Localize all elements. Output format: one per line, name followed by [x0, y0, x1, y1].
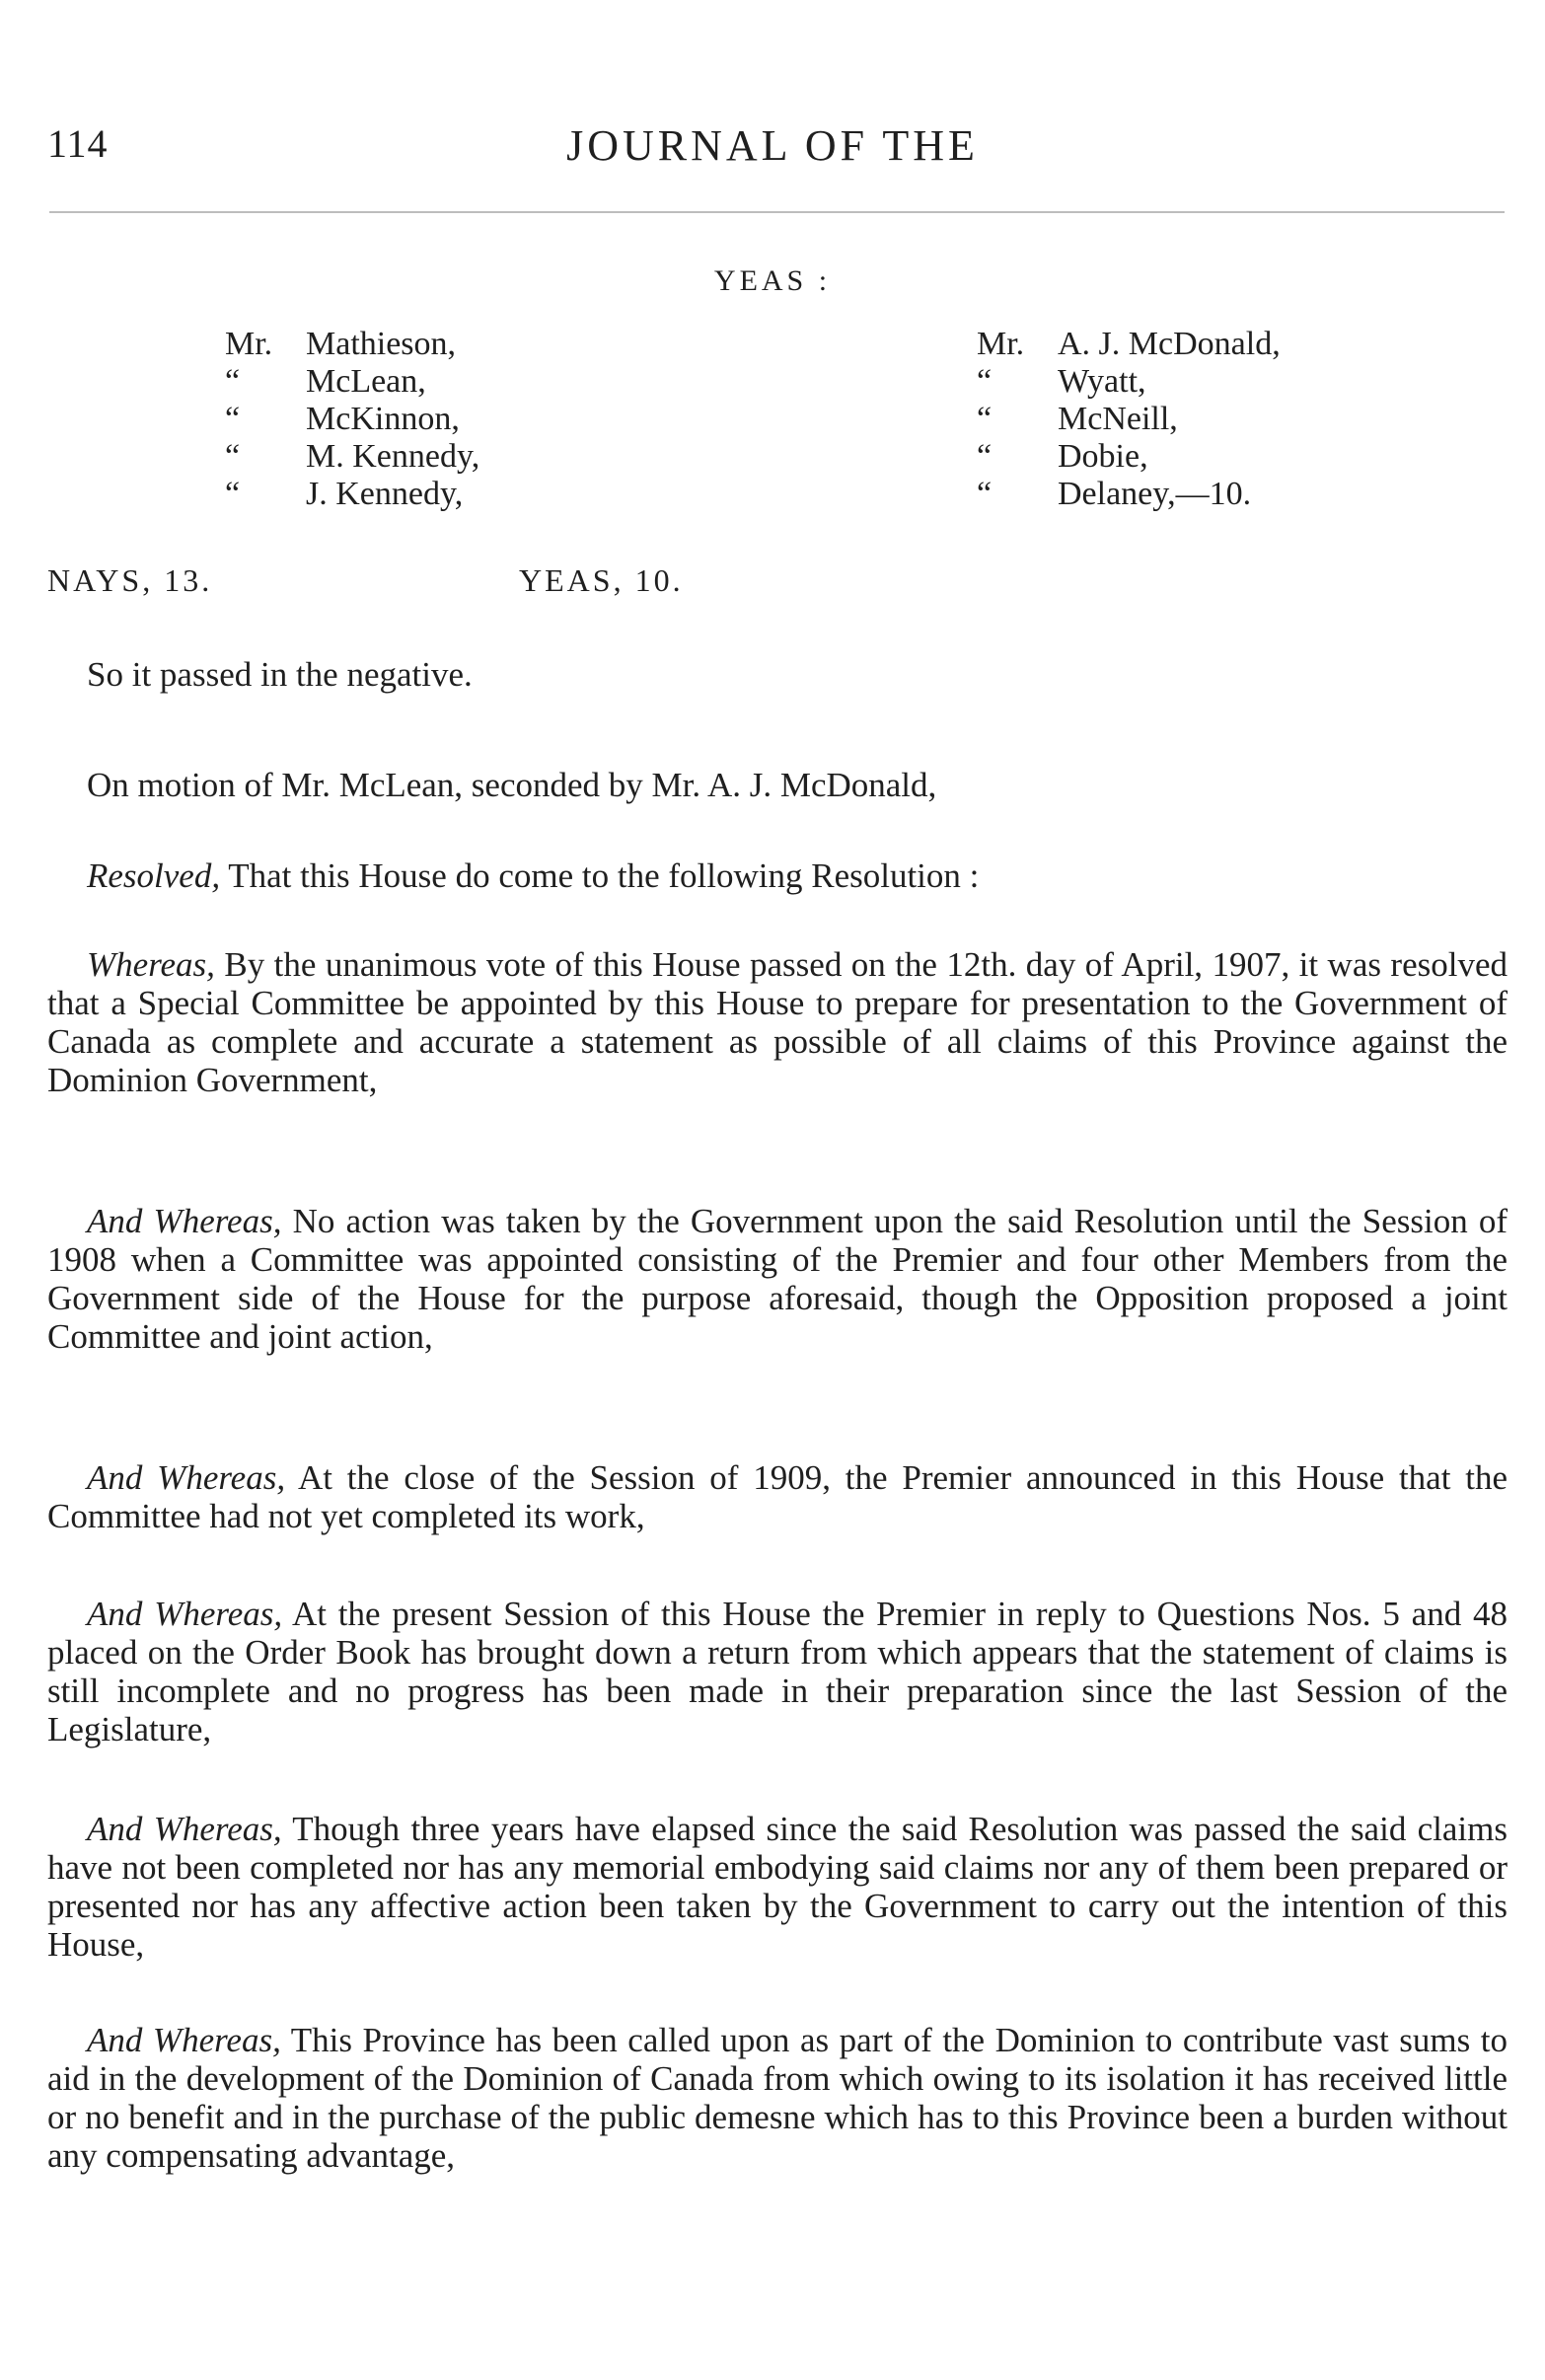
paragraph-lead: And Whereas, [87, 1202, 282, 1240]
member-name: Delaney,—10. [1058, 476, 1252, 512]
paragraph-lead: And Whereas, [87, 1595, 283, 1633]
yeas-right-column [977, 326, 1281, 513]
member-prefix: “ [977, 363, 993, 400]
member-name: Wyatt, [1058, 363, 1146, 400]
whereas-paragraph [47, 1595, 1508, 1748]
whereas-paragraph [47, 1458, 1508, 1535]
page-number: 114 [47, 121, 109, 166]
member-prefix: “ [225, 401, 241, 437]
whereas-paragraph [47, 2021, 1508, 2175]
yeas-heading: YEAS : [713, 264, 832, 297]
member-row [977, 326, 1281, 363]
whereas-paragraph [47, 945, 1508, 1099]
member-row [225, 363, 479, 401]
resolved-lead: Resolved, [87, 856, 221, 895]
member-name: McLean, [306, 363, 426, 400]
member-name: M. Kennedy, [306, 438, 480, 475]
member-name: J. Kennedy, [306, 476, 464, 512]
whereas-paragraph [47, 1202, 1508, 1356]
running-head: JOURNAL OF THE [566, 121, 979, 170]
paragraph-lead: Whereas, [87, 945, 215, 984]
yeas-tally: YEAS, 10. [519, 562, 684, 598]
member-prefix: Mr. [977, 326, 1025, 362]
member-row [225, 438, 479, 476]
paragraph-text: Though three years have elapsed since the said Resolution was passed the said claims have not been completed nor has any memorial embodying said claims nor any of them been prepared or presented nor has any affective action been taken by the Government to carry out the intention of this House, [47, 1810, 1508, 1964]
yeas-left-column [225, 326, 479, 513]
motion-line: On motion of Mr. McLean, seconded by Mr. A. J. McDonald, [87, 766, 937, 804]
resolved-line [47, 856, 1508, 895]
header-rule [49, 211, 1505, 213]
vote-result: So it passed in the negative. [87, 655, 473, 694]
member-prefix: “ [977, 476, 993, 512]
member-name: Dobie, [1058, 438, 1148, 475]
paragraph-text: This Province has been called upon as part of the Dominion to contribute vast sums to aid in the development of the Dominion of Canada from which owing to its isolation it has received little or no benefit and in the purchase of the public demesne which has to this Province been a burden without any compensating advantage, [47, 2021, 1508, 2175]
member-prefix: “ [977, 401, 993, 437]
member-row [977, 438, 1281, 476]
member-name: A. J. McDonald, [1058, 326, 1281, 362]
member-name: Mathieson, [306, 326, 457, 362]
paragraph-text: By the unanimous vote of this House passed on the 12th. day of April, 1907, it was resolved that a Special Committee be appointed by this House to prepare for presentation to the Government of Canada as complete and accurate a statement as possible of all claims of this Province against the Dominion Government, [47, 945, 1508, 1099]
paragraph-lead: And Whereas, [87, 1458, 286, 1497]
member-row [225, 476, 479, 513]
member-prefix: “ [225, 476, 241, 512]
member-row [977, 363, 1281, 401]
paragraph-lead: And Whereas, [87, 2021, 281, 2059]
paragraph-text: At the present Session of this House the Premier in reply to Questions Nos. 5 and 48 placed on the Order Book has brought down a return from which appears that the statement of claims is still incomplete and no progress has been made in their preparation since the last Session of the Legislature, [47, 1595, 1508, 1748]
member-row [225, 401, 479, 438]
whereas-paragraph [47, 1810, 1508, 1964]
member-name: McNeill, [1058, 401, 1178, 437]
paragraph-lead: And Whereas, [87, 1810, 282, 1848]
member-row [225, 326, 479, 363]
member-prefix: “ [225, 363, 241, 400]
member-name: McKinnon, [306, 401, 460, 437]
member-prefix: “ [977, 438, 993, 475]
paragraph-text: At the close of the Session of 1909, the Premier announced in this House that the Committee had not yet completed its work, [47, 1458, 1508, 1535]
nays-tally: NAYS, 13. [47, 562, 213, 598]
paragraph-text: No action was taken by the Government upon the said Resolution until the Session of 1908 when a Committee was appointed consisting of the Premier and four other Members from the Government side of the House for the purpose aforesaid, though the Opposition proposed a joint Committee and joint action, [47, 1202, 1508, 1356]
member-prefix: Mr. [225, 326, 273, 362]
member-prefix: “ [225, 438, 241, 475]
member-row [977, 476, 1281, 513]
member-row [977, 401, 1281, 438]
resolved-text: That this House do come to the following Resolution : [228, 856, 980, 895]
